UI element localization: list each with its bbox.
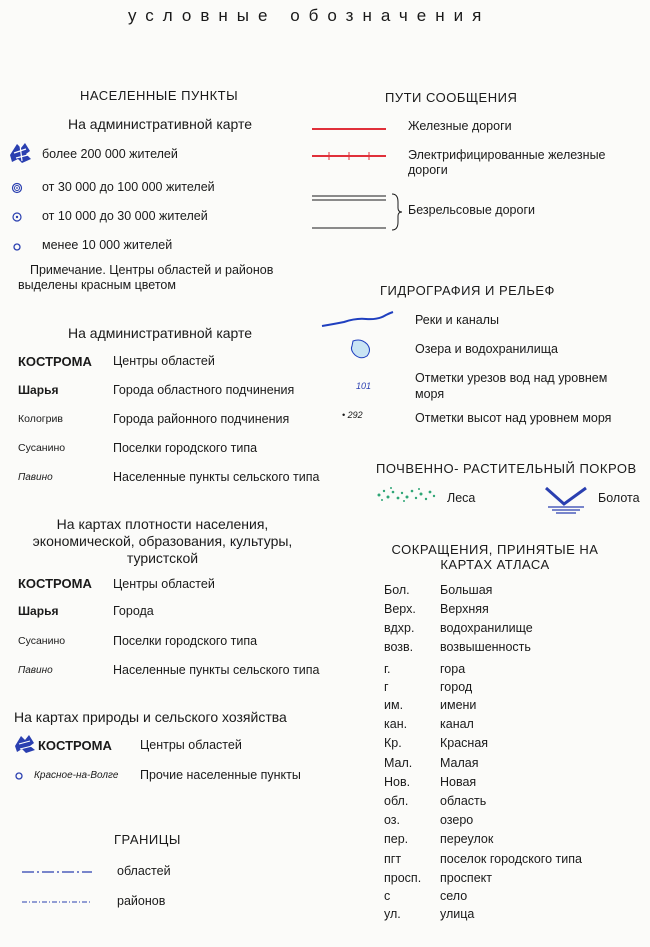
admin-desc-rural: Населенные пункты сельского типа (113, 470, 320, 484)
abbr-short: пер. (384, 832, 409, 846)
abbr-short: вдхр. (384, 621, 415, 635)
nature-desc-other: Прочие населенные пункты (140, 768, 301, 782)
railway-label: Железные дороги (408, 119, 512, 133)
density-desc-regional-center: Центры областей (113, 577, 215, 591)
abbr-full: проспект (440, 871, 492, 885)
height-mark-value: • 292 (342, 410, 363, 420)
density-desc-urban-settlement: Поселки городского типа (113, 634, 258, 648)
note-line-2: выделены красным цветом (18, 278, 176, 292)
borders-districts-label: районов (117, 894, 166, 908)
abbr-full: Малая (440, 756, 479, 770)
abbr-full: Большая (440, 583, 493, 597)
abbr-full: город (440, 680, 473, 694)
other-settlement-icon (14, 771, 24, 781)
admin-desc-urban-settlement: Поселки городского типа (113, 441, 258, 455)
abbr-full: переулок (440, 832, 494, 846)
borders-regions-label: областей (117, 864, 171, 878)
admin-name-regional-center: КОСТРОМА (18, 354, 92, 369)
electric-railway-line (312, 151, 386, 161)
trackless-roads-lines (312, 190, 408, 234)
city-large-icon (8, 141, 34, 165)
admin-map-subheading-1: На административной карте (68, 116, 253, 132)
abbr-full: область (440, 794, 487, 808)
settlements-heading: НАСЕЛЕННЫЕ ПУНКТЫ (80, 88, 239, 103)
abbr-full: Верхняя (440, 602, 489, 616)
lakes-label: Озера и водохранилища (415, 342, 558, 356)
village-icon (12, 242, 22, 252)
water-mark-value: 101 (356, 381, 372, 391)
density-heading-line-1: На картах плотности населения, (56, 516, 269, 532)
density-desc-rural: Населенные пункты сельского типа (113, 663, 320, 677)
abbr-short: г (384, 680, 389, 694)
abbr-full: имени (440, 698, 477, 712)
admin-map-subheading-2: На административной карте (68, 325, 253, 341)
abbr-short: обл. (384, 794, 409, 808)
abbr-short: пгт (384, 852, 402, 866)
population-label-1: более 200 000 жителей (42, 147, 178, 161)
density-name-rural: Павино (18, 665, 53, 676)
trackless-roads-label: Безрельсовые дороги (408, 203, 535, 217)
lake-icon (349, 338, 373, 360)
nature-name-regional-center: КОСТРОМА (38, 738, 112, 753)
forest-icon (374, 485, 438, 507)
abbr-short: просп. (384, 871, 422, 885)
soil-heading: ПОЧВЕННО- РАСТИТЕЛЬНЫЙ ПОКРОВ (376, 461, 637, 476)
abbr-full: возвышенность (440, 640, 531, 654)
abbr-full: гора (440, 662, 466, 676)
population-label-4: менее 10 000 жителей (42, 238, 173, 252)
admin-name-urban-settlement: Сусанино (18, 442, 66, 454)
district-border-line (22, 899, 92, 905)
nature-heading: На картах природы и сельского хозяйства (14, 709, 287, 725)
density-name-urban-settlement: Сусанино (18, 635, 66, 647)
nature-desc-regional-center: Центры областей (140, 738, 242, 752)
river-icon (322, 310, 394, 330)
railway-line (312, 126, 386, 132)
water-mark-label-2: моря (415, 387, 445, 401)
abbr-short: с (384, 889, 391, 903)
admin-name-rural: Павино (18, 472, 53, 483)
swamps-label: Болота (598, 491, 640, 505)
nature-name-other: Красное-на-Волге (34, 770, 119, 781)
abbr-short: оз. (384, 813, 401, 827)
water-mark-label-1: Отметки урезов вод над уровнем (415, 371, 608, 385)
admin-desc-regional-city: Города областного подчинения (113, 383, 295, 397)
abbr-short: возв. (384, 640, 414, 654)
abbr-short: Кр. (384, 736, 402, 750)
abbr-full: Красная (440, 736, 489, 750)
density-name-regional-center: КОСТРОМА (18, 576, 92, 591)
abbr-full: Новая (440, 775, 477, 789)
note-line-1: Примечание. Центры областей и районов (30, 263, 274, 277)
abbr-short: Нов. (384, 775, 411, 789)
routes-heading: ПУТИ СООБЩЕНИЯ (385, 90, 518, 105)
density-name-city: Шарья (18, 604, 59, 618)
city-small-icon (11, 211, 23, 223)
electric-railway-label-2: дороги (408, 163, 448, 177)
density-heading-line-2: экономической, образования, культуры, (32, 533, 293, 549)
height-mark-label: Отметки высот над уровнем моря (415, 411, 612, 425)
abbr-full: озеро (440, 813, 474, 827)
city-medium-icon (11, 182, 23, 194)
abbr-heading-line-1: СОКРАЩЕНИЯ, ПРИНЯТЫЕ НА (391, 542, 599, 557)
abbr-short: Верх. (384, 602, 416, 616)
population-label-2: от 30 000 до 100 000 жителей (42, 180, 215, 194)
abbr-short: им. (384, 698, 404, 712)
admin-name-regional-city: Шарья (18, 383, 59, 397)
regional-center-nature-icon (14, 734, 36, 754)
page-title: условные обозначения (128, 6, 491, 25)
swamp-icon (544, 486, 588, 514)
electric-railway-label-1: Электрифицированные железные (408, 148, 606, 162)
abbr-heading-line-2: КАРТАХ АТЛАСА (440, 557, 550, 572)
abbr-short: ул. (384, 907, 401, 921)
admin-name-district-city: Кологрив (18, 413, 63, 425)
abbr-full: улица (440, 907, 475, 921)
abbr-short: кан. (384, 717, 408, 731)
borders-heading: ГРАНИЦЫ (114, 832, 181, 847)
abbr-full: водохранилище (440, 621, 533, 635)
admin-desc-district-city: Города районного подчинения (113, 412, 290, 426)
density-heading-line-3: туристской (126, 550, 199, 566)
abbr-full: село (440, 889, 468, 903)
abbr-full: канал (440, 717, 474, 731)
abbr-short: г. (384, 662, 391, 676)
population-label-3: от 10 000 до 30 000 жителей (42, 209, 208, 223)
abbr-full: поселок городского типа (440, 852, 582, 866)
admin-desc-regional-center: Центры областей (113, 354, 215, 368)
abbr-short: Бол. (384, 583, 410, 597)
hydro-heading: ГИДРОГРАФИЯ И РЕЛЬЕФ (380, 283, 555, 298)
rivers-label: Реки и каналы (415, 313, 499, 327)
forests-label: Леса (447, 491, 476, 505)
region-border-line (22, 869, 92, 875)
abbr-short: Мал. (384, 756, 413, 770)
density-desc-city: Города (113, 604, 154, 618)
